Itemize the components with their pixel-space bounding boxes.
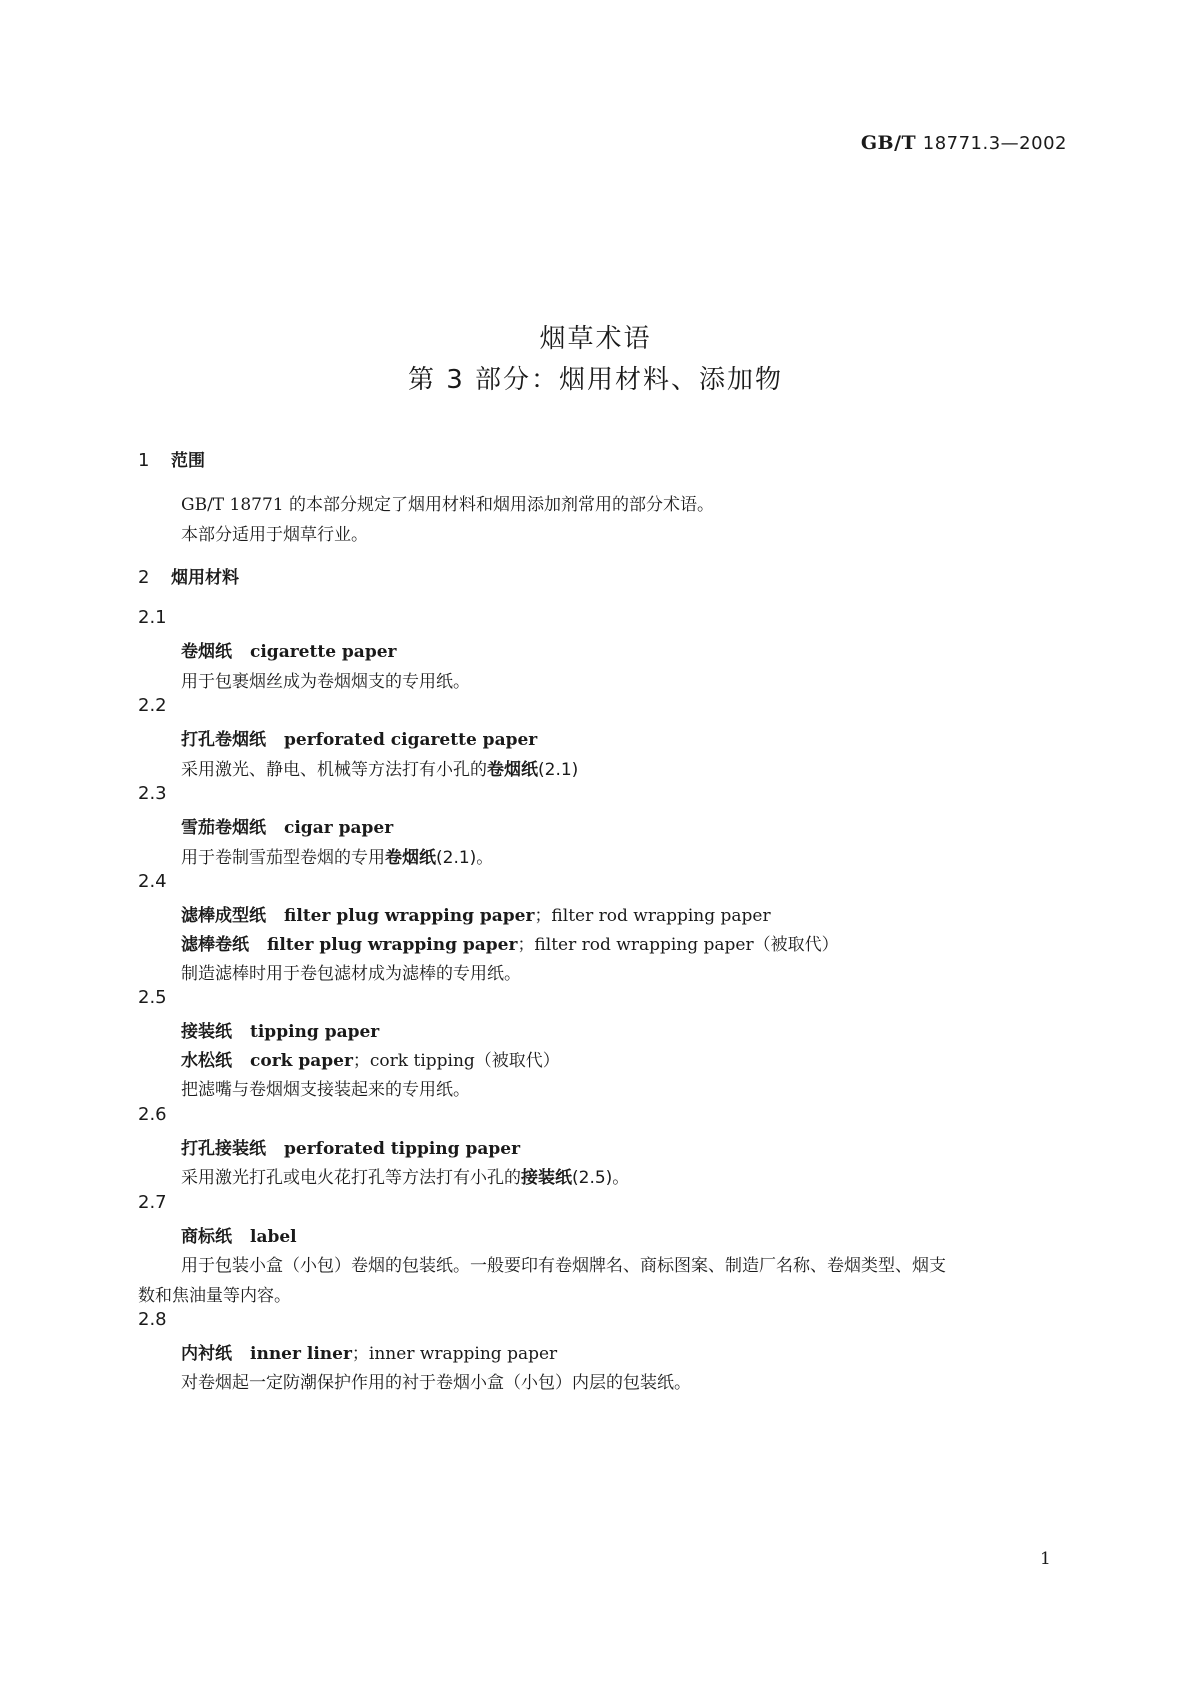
term-alternative: ；cork tipping（被取代） xyxy=(352,1051,560,1071)
term-entry xyxy=(181,901,771,926)
section-2-heading xyxy=(138,563,239,588)
clause-number: 2.4 xyxy=(138,871,167,892)
standard-code xyxy=(861,132,1067,154)
term-en: tipping paper xyxy=(250,1022,380,1042)
term-alternative: ；filter rod wrapping paper（被取代） xyxy=(517,935,839,955)
page-number: 1 xyxy=(1040,1549,1051,1569)
section-title: 烟用材料 xyxy=(171,568,239,588)
clause-number: 2.6 xyxy=(138,1104,167,1125)
section-number: 2 xyxy=(138,567,150,588)
term-zh: 雪茄卷烟纸 xyxy=(181,818,266,838)
term-definition xyxy=(181,843,493,868)
clause-number: 2.8 xyxy=(138,1309,167,1330)
term-definition: 制造滤棒时用于卷包滤材成为滤棒的专用纸。 xyxy=(181,964,521,984)
definition-text: 采用激光、静电、机械等方法打有小孔的 xyxy=(181,760,487,780)
term-en: perforated cigarette paper xyxy=(284,730,538,750)
term-zh: 接装纸 xyxy=(181,1022,232,1042)
term-en: inner liner xyxy=(250,1344,352,1364)
term-entry xyxy=(181,813,393,838)
cross-reference-number: (2.1) xyxy=(538,760,579,780)
document-title: 烟草术语 xyxy=(539,324,652,354)
term-entry xyxy=(181,725,537,750)
term-entry-deprecated xyxy=(181,930,839,955)
term-en: perforated tipping paper xyxy=(284,1139,521,1159)
clause-number: 2.7 xyxy=(138,1192,167,1213)
term-en: filter plug wrapping paper xyxy=(267,935,518,955)
term-zh: 滤棒卷纸 xyxy=(181,935,249,955)
cross-reference-number: (2.5)。 xyxy=(572,1168,630,1188)
clause-number: 2.1 xyxy=(138,607,167,628)
term-definition: 把滤嘴与卷烟烟支接装起来的专用纸。 xyxy=(181,1080,470,1100)
document-subtitle: 第 3 部分：烟用材料、添加物 xyxy=(407,365,784,395)
standard-prefix: GB/T xyxy=(860,132,917,154)
term-definition xyxy=(181,1163,629,1188)
term-definition xyxy=(181,755,578,780)
scope-paragraph-2: 本部分适用于烟草行业。 xyxy=(181,525,368,545)
term-entry xyxy=(181,1339,557,1364)
definition-text: 采用激光打孔或电火花打孔等方法打有小孔的 xyxy=(181,1168,521,1188)
term-zh: 卷烟纸 xyxy=(181,642,232,662)
term-alternative: ；inner wrapping paper xyxy=(351,1344,558,1364)
term-en: label xyxy=(250,1227,297,1247)
term-zh: 打孔卷烟纸 xyxy=(181,730,266,750)
term-entry xyxy=(181,1134,520,1159)
term-entry-deprecated xyxy=(181,1046,560,1071)
term-zh: 商标纸 xyxy=(181,1227,232,1247)
term-entry xyxy=(181,1017,379,1042)
cross-reference-term: 卷烟纸 xyxy=(385,848,436,868)
term-en: cigar paper xyxy=(284,818,394,838)
term-zh: 打孔接装纸 xyxy=(181,1139,266,1159)
term-en: cork paper xyxy=(250,1051,353,1071)
term-definition-continued: 数和焦油量等内容。 xyxy=(138,1286,291,1306)
term-alternative: ；filter rod wrapping paper xyxy=(534,906,771,926)
clause-number: 2.3 xyxy=(138,783,167,804)
term-definition: 用于包装小盒（小包）卷烟的包装纸。一般要印有卷烟牌名、商标图案、制造厂名称、卷烟类型、烟支 xyxy=(181,1256,946,1276)
term-entry xyxy=(181,1222,297,1247)
cross-reference-term: 卷烟纸 xyxy=(487,760,538,780)
term-definition: 用于包裹烟丝成为卷烟烟支的专用纸。 xyxy=(181,672,470,692)
term-zh: 水松纸 xyxy=(181,1051,232,1071)
term-zh: 内衬纸 xyxy=(181,1344,232,1364)
section-1-heading xyxy=(138,446,205,471)
term-definition: 对卷烟起一定防潮保护作用的衬于卷烟小盒（小包）内层的包装纸。 xyxy=(181,1373,691,1393)
term-entry xyxy=(181,637,396,662)
standard-number: 18771.3—2002 xyxy=(922,133,1067,154)
cross-reference-number: (2.1)。 xyxy=(436,848,494,868)
clause-number: 2.5 xyxy=(138,987,167,1008)
scope-paragraph-1: GB/T 18771 的本部分规定了烟用材料和烟用添加剂常用的部分术语。 xyxy=(181,495,715,515)
section-number: 1 xyxy=(138,450,150,471)
term-en: cigarette paper xyxy=(250,642,397,662)
cross-reference-term: 接装纸 xyxy=(521,1168,572,1188)
definition-text: 用于卷制雪茄型卷烟的专用 xyxy=(181,848,385,868)
term-zh: 滤棒成型纸 xyxy=(181,906,266,926)
section-title: 范围 xyxy=(171,451,205,471)
clause-number: 2.2 xyxy=(138,695,167,716)
term-en: filter plug wrapping paper xyxy=(284,906,535,926)
